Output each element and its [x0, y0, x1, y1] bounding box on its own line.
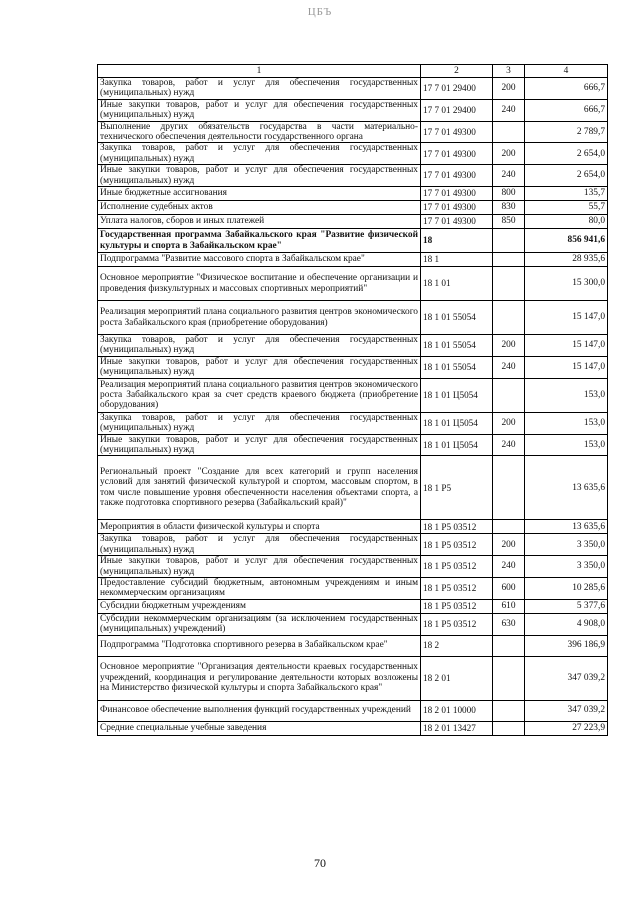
table-row: [98, 456, 608, 520]
table-body: [98, 78, 608, 736]
table-row: [98, 656, 608, 700]
table-row: [98, 613, 608, 635]
row-code-cell: 18 1 P5: [421, 456, 493, 520]
table-row: [98, 201, 608, 215]
row-code-cell: 18 1 P5 03512: [421, 534, 493, 556]
row-code-cell: 17 7 01 49300: [421, 143, 493, 165]
row-sum-cell: 153,0: [525, 434, 608, 456]
row-vr-cell: [493, 520, 525, 534]
row-sum-cell: 80,0: [525, 215, 608, 229]
row-name-cell: Субсидии некоммерческим организациям (за исключением государственных (муниципальных) учреждений): [98, 613, 421, 635]
table-row: [98, 577, 608, 599]
row-code-cell: 18 1 01 Ц5054: [421, 434, 493, 456]
row-sum-cell: 4 908,0: [525, 613, 608, 635]
row-sum-cell: 135,7: [525, 187, 608, 201]
row-sum-cell: 28 935,6: [525, 253, 608, 267]
table-row: [98, 412, 608, 434]
row-vr-cell: 630: [493, 613, 525, 635]
row-code-cell: 17 7 01 49300: [421, 201, 493, 215]
row-sum-cell: 13 635,6: [525, 456, 608, 520]
row-name-cell: Предоставление субсидий бюджетным, автономным учреждениям и иным некоммерческим организациям: [98, 577, 421, 599]
row-sum-cell: 347 039,2: [525, 700, 608, 721]
row-name-cell: Основное мероприятие "Организация деятельности краевых государственных учреждений, координация и регулирование деятельности которых возложены на Министерство физической культуры и спорта Забайкальского края": [98, 656, 421, 700]
row-name-cell: Реализация мероприятий плана социального развития центров экономического роста Забайкальского края (приобретение оборудования): [98, 301, 421, 335]
budget-table-container: [97, 64, 607, 736]
row-sum-cell: 27 223,9: [525, 721, 608, 735]
row-vr-cell: 850: [493, 215, 525, 229]
table-row: [98, 301, 608, 335]
table-row: [98, 143, 608, 165]
row-code-cell: 17 7 01 49300: [421, 187, 493, 201]
row-name-cell: Подпрограмма "Развитие массового спорта в Забайкальском крае": [98, 253, 421, 267]
budget-table: [97, 64, 608, 736]
row-code-cell: 18 1 P5 03512: [421, 577, 493, 599]
row-sum-cell: 55,7: [525, 201, 608, 215]
row-sum-cell: 666,7: [525, 99, 608, 121]
row-name-cell: Иные бюджетные ассигнования: [98, 187, 421, 201]
table-row: [98, 253, 608, 267]
row-sum-cell: 13 635,6: [525, 520, 608, 534]
header-col-2: 2: [421, 65, 493, 78]
row-name-cell: Закупка товаров, работ и услуг для обеспечения государственных (муниципальных) нужд: [98, 335, 421, 357]
row-name-cell: Иные закупки товаров, работ и услуг для обеспечения государственных (муниципальных) нужд: [98, 434, 421, 456]
row-code-cell: 17 7 01 29400: [421, 78, 493, 100]
table-row: [98, 356, 608, 378]
header-col-3: 3: [493, 65, 525, 78]
row-code-cell: 18 2 01 13427: [421, 721, 493, 735]
table-row: [98, 78, 608, 100]
table-row: [98, 99, 608, 121]
row-name-cell: Основное мероприятие "Физическое воспитание и обеспечение организации и проведения физкультурных и массовых спортивных мероприятий": [98, 267, 421, 301]
row-name-cell: Государственная программа Забайкальского края "Развитие физической культуры и спорта в Забайкальском крае": [98, 229, 421, 253]
row-name-cell: Закупка товаров, работ и услуг для обеспечения государственных (муниципальных) нужд: [98, 143, 421, 165]
row-sum-cell: 2 654,0: [525, 143, 608, 165]
row-code-cell: 18 1: [421, 253, 493, 267]
row-code-cell: 18 1 P5 03512: [421, 556, 493, 578]
row-vr-cell: [493, 229, 525, 253]
row-name-cell: Субсидии бюджетным учреждениям: [98, 599, 421, 613]
row-vr-cell: 240: [493, 165, 525, 187]
row-sum-cell: 15 147,0: [525, 356, 608, 378]
table-row: [98, 721, 608, 735]
header-row: [98, 65, 608, 78]
row-sum-cell: 15 147,0: [525, 335, 608, 357]
row-code-cell: 18: [421, 229, 493, 253]
row-sum-cell: 666,7: [525, 78, 608, 100]
row-code-cell: 18 1 01 55054: [421, 356, 493, 378]
row-vr-cell: [493, 301, 525, 335]
row-code-cell: 18 2: [421, 635, 493, 656]
row-vr-cell: [493, 721, 525, 735]
row-vr-cell: 240: [493, 356, 525, 378]
row-name-cell: Исполнение судебных актов: [98, 201, 421, 215]
row-sum-cell: 153,0: [525, 378, 608, 412]
row-code-cell: 18 1 01 55054: [421, 335, 493, 357]
header-col-4: 4: [525, 65, 608, 78]
row-sum-cell: 5 377,6: [525, 599, 608, 613]
row-code-cell: 18 1 01: [421, 267, 493, 301]
row-vr-cell: 200: [493, 78, 525, 100]
row-code-cell: 17 7 01 29400: [421, 99, 493, 121]
row-code-cell: 18 1 01 Ц5054: [421, 378, 493, 412]
row-sum-cell: 396 186,9: [525, 635, 608, 656]
table-row: [98, 121, 608, 143]
row-vr-cell: 200: [493, 534, 525, 556]
row-name-cell: Средние специальные учебные заведения: [98, 721, 421, 735]
table-row: [98, 520, 608, 534]
row-sum-cell: 347 039,2: [525, 656, 608, 700]
table-row: [98, 556, 608, 578]
row-code-cell: 18 2 01: [421, 656, 493, 700]
table-row: [98, 378, 608, 412]
row-code-cell: 17 7 01 49300: [421, 165, 493, 187]
table-row: [98, 215, 608, 229]
row-name-cell: Выполнение других обязательств государства в части материально-технического обеспечения деятельности государственного органа: [98, 121, 421, 143]
table-row: [98, 267, 608, 301]
row-sum-cell: 3 350,0: [525, 534, 608, 556]
page-watermark: ЦБЪ: [307, 6, 333, 18]
row-code-cell: 18 1 01 Ц5054: [421, 412, 493, 434]
row-vr-cell: [493, 700, 525, 721]
row-name-cell: Реализация мероприятий плана социального развития центров экономического роста Забайкальского края за счет средств краевого бюджета (приобретение оборудования): [98, 378, 421, 412]
page-number: 70: [314, 856, 326, 870]
row-name-cell: Мероприятия в области физической культуры и спорта: [98, 520, 421, 534]
row-vr-cell: 240: [493, 99, 525, 121]
row-code-cell: 18 2 01 10000: [421, 700, 493, 721]
row-vr-cell: 200: [493, 335, 525, 357]
header-col-1: 1: [98, 65, 421, 78]
row-vr-cell: 600: [493, 577, 525, 599]
row-name-cell: Иные закупки товаров, работ и услуг для обеспечения государственных (муниципальных) нужд: [98, 356, 421, 378]
row-sum-cell: 153,0: [525, 412, 608, 434]
table-row: [98, 434, 608, 456]
table-row: [98, 229, 608, 253]
row-code-cell: 18 1 P5 03512: [421, 599, 493, 613]
row-vr-cell: 200: [493, 412, 525, 434]
table-row: [98, 165, 608, 187]
row-name-cell: Финансовое обеспечение выполнения функций государственных учреждений: [98, 700, 421, 721]
row-vr-cell: 240: [493, 556, 525, 578]
row-vr-cell: [493, 456, 525, 520]
row-vr-cell: [493, 253, 525, 267]
row-name-cell: Иные закупки товаров, работ и услуг для обеспечения государственных (муниципальных) нужд: [98, 99, 421, 121]
row-sum-cell: 2 789,7: [525, 121, 608, 143]
row-sum-cell: 10 285,6: [525, 577, 608, 599]
row-name-cell: Закупка товаров, работ и услуг для обеспечения государственных (муниципальных) нужд: [98, 534, 421, 556]
row-vr-cell: 240: [493, 434, 525, 456]
table-row: [98, 187, 608, 201]
row-sum-cell: 3 350,0: [525, 556, 608, 578]
row-name-cell: Иные закупки товаров, работ и услуг для обеспечения государственных (муниципальных) нужд: [98, 556, 421, 578]
row-vr-cell: 830: [493, 201, 525, 215]
row-vr-cell: 200: [493, 143, 525, 165]
row-vr-cell: [493, 121, 525, 143]
row-vr-cell: [493, 378, 525, 412]
row-code-cell: 18 1 01 55054: [421, 301, 493, 335]
row-sum-cell: 856 941,6: [525, 229, 608, 253]
row-code-cell: 18 1 P5 03512: [421, 613, 493, 635]
row-vr-cell: 610: [493, 599, 525, 613]
row-name-cell: Уплата налогов, сборов и иных платежей: [98, 215, 421, 229]
row-code-cell: 18 1 P5 03512: [421, 520, 493, 534]
row-vr-cell: [493, 656, 525, 700]
row-name-cell: Подпрограмма "Подготовка спортивного резерва в Забайкальском крае": [98, 635, 421, 656]
table-row: [98, 700, 608, 721]
row-sum-cell: 15 300,0: [525, 267, 608, 301]
row-vr-cell: [493, 635, 525, 656]
table-row: [98, 335, 608, 357]
row-name-cell: Региональный проект "Создание для всех категорий и групп населения условий для занятий физической культурой и спортом, массовым спортом, в том числе повышение уровня обеспеченности населения объектами спорта, а также подготовка спортивного резерва (Забайкальский край)": [98, 456, 421, 520]
row-vr-cell: 800: [493, 187, 525, 201]
row-name-cell: Закупка товаров, работ и услуг для обеспечения государственных (муниципальных) нужд: [98, 78, 421, 100]
table-row: [98, 599, 608, 613]
table-row: [98, 534, 608, 556]
row-sum-cell: 2 654,0: [525, 165, 608, 187]
row-code-cell: 17 7 01 49300: [421, 121, 493, 143]
row-sum-cell: 15 147,0: [525, 301, 608, 335]
row-code-cell: 17 7 01 49300: [421, 215, 493, 229]
row-name-cell: Иные закупки товаров, работ и услуг для обеспечения государственных (муниципальных) нужд: [98, 165, 421, 187]
row-vr-cell: [493, 267, 525, 301]
table-row: [98, 635, 608, 656]
row-name-cell: Закупка товаров, работ и услуг для обеспечения государственных (муниципальных) нужд: [98, 412, 421, 434]
